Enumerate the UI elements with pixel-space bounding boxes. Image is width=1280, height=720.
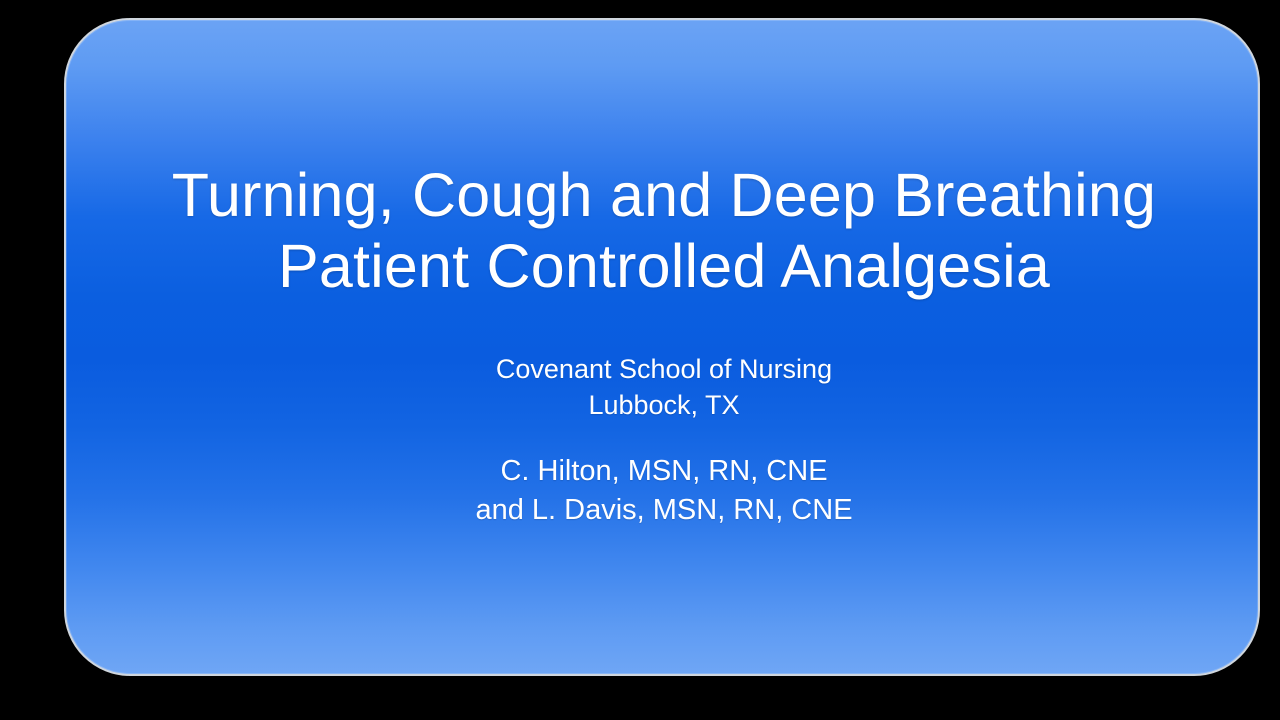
title-line-2: Patient Controlled Analgesia (277, 232, 1050, 301)
author-line-2: and L. Davis, MSN, RN, CNE (475, 493, 853, 526)
page-title (126, 160, 1202, 303)
institution-block (126, 352, 1202, 424)
author-line-1: C. Hilton, MSN, RN, CNE (500, 455, 828, 487)
title-line-1: Turning, Cough and Deep Breathing (171, 161, 1157, 229)
institution-name: Covenant School of Nursing (495, 354, 833, 384)
institution-location: Lubbock, TX (588, 389, 740, 420)
slide-card (64, 18, 1260, 676)
authors-block (126, 452, 1202, 529)
